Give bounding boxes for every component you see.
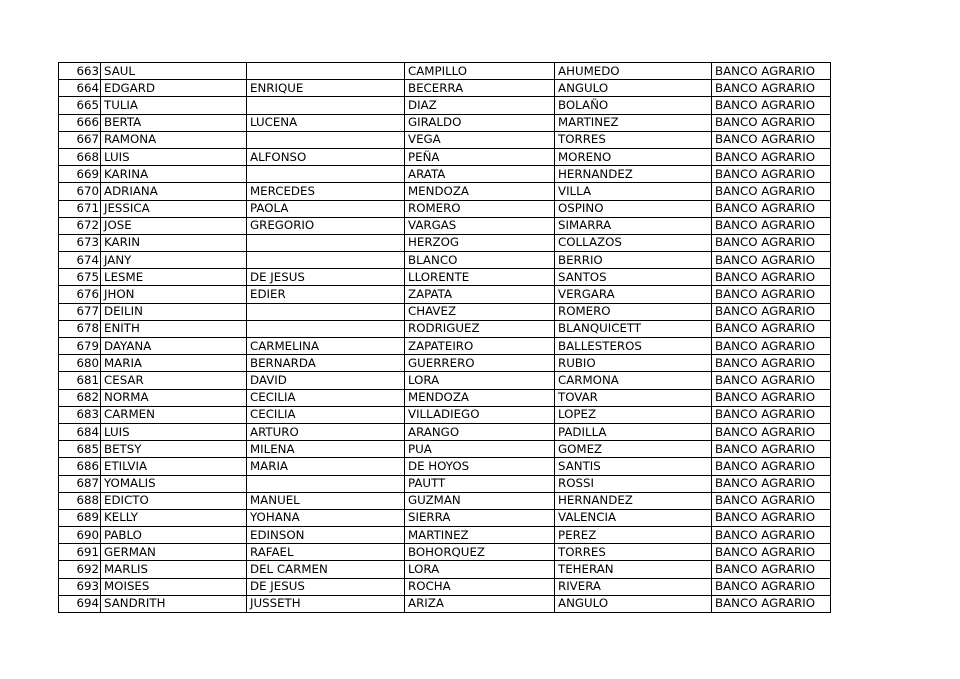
second-name-cell: BERNARDA bbox=[247, 355, 405, 372]
second-name-cell bbox=[247, 97, 405, 114]
second-name-cell: ALFONSO bbox=[247, 148, 405, 165]
first-surname-cell: LORA bbox=[405, 372, 555, 389]
bank-cell: BANCO AGRARIO bbox=[712, 578, 831, 595]
second-name-cell bbox=[247, 234, 405, 251]
table-row bbox=[59, 234, 831, 251]
table-row bbox=[59, 269, 831, 286]
second-surname-cell: VILLA bbox=[555, 183, 712, 200]
row-number-cell: 690 bbox=[59, 527, 101, 544]
row-number-cell: 683 bbox=[59, 406, 101, 423]
bank-cell: BANCO AGRARIO bbox=[712, 492, 831, 509]
first-surname-cell: BOHORQUEZ bbox=[405, 544, 555, 561]
bank-cell: BANCO AGRARIO bbox=[712, 148, 831, 165]
row-number-cell: 685 bbox=[59, 441, 101, 458]
bank-cell: BANCO AGRARIO bbox=[712, 114, 831, 131]
first-surname-cell: ROCHA bbox=[405, 578, 555, 595]
row-number-cell: 688 bbox=[59, 492, 101, 509]
bank-cell: BANCO AGRARIO bbox=[712, 131, 831, 148]
second-name-cell: ENRIQUE bbox=[247, 80, 405, 97]
row-number-cell: 666 bbox=[59, 114, 101, 131]
first-name-cell: JHON bbox=[101, 286, 247, 303]
first-surname-cell: BECERRA bbox=[405, 80, 555, 97]
second-surname-cell: ANGULO bbox=[555, 595, 712, 612]
bank-cell: BANCO AGRARIO bbox=[712, 355, 831, 372]
table-row bbox=[59, 389, 831, 406]
second-name-cell: MANUEL bbox=[247, 492, 405, 509]
first-name-cell: YOMALIS bbox=[101, 475, 247, 492]
second-surname-cell: MORENO bbox=[555, 148, 712, 165]
row-number-cell: 692 bbox=[59, 561, 101, 578]
first-surname-cell: PEÑA bbox=[405, 148, 555, 165]
second-name-cell bbox=[247, 166, 405, 183]
table-row bbox=[59, 217, 831, 234]
bank-cell: BANCO AGRARIO bbox=[712, 389, 831, 406]
bank-cell: BANCO AGRARIO bbox=[712, 252, 831, 269]
first-name-cell: KELLY bbox=[101, 509, 247, 526]
table-row bbox=[59, 441, 831, 458]
second-name-cell: CARMELINA bbox=[247, 338, 405, 355]
row-number-cell: 678 bbox=[59, 320, 101, 337]
bank-cell: BANCO AGRARIO bbox=[712, 458, 831, 475]
bank-cell: BANCO AGRARIO bbox=[712, 166, 831, 183]
first-name-cell: BERTA bbox=[101, 114, 247, 131]
row-number-cell: 694 bbox=[59, 595, 101, 612]
second-name-cell: EDINSON bbox=[247, 527, 405, 544]
beneficiaries-table bbox=[58, 62, 831, 613]
second-surname-cell: TEHERAN bbox=[555, 561, 712, 578]
first-name-cell: EDICTO bbox=[101, 492, 247, 509]
first-name-cell: DAYANA bbox=[101, 338, 247, 355]
first-name-cell: ETILVIA bbox=[101, 458, 247, 475]
row-number-cell: 680 bbox=[59, 355, 101, 372]
first-name-cell: BETSY bbox=[101, 441, 247, 458]
second-surname-cell: TORRES bbox=[555, 131, 712, 148]
bank-cell: BANCO AGRARIO bbox=[712, 80, 831, 97]
bank-cell: BANCO AGRARIO bbox=[712, 441, 831, 458]
first-surname-cell: ARANGO bbox=[405, 423, 555, 440]
second-name-cell: GREGORIO bbox=[247, 217, 405, 234]
first-name-cell: TULIA bbox=[101, 97, 247, 114]
row-number-cell: 665 bbox=[59, 97, 101, 114]
second-surname-cell: MARTINEZ bbox=[555, 114, 712, 131]
second-name-cell bbox=[247, 320, 405, 337]
second-name-cell: DEL CARMEN bbox=[247, 561, 405, 578]
first-surname-cell: PUA bbox=[405, 441, 555, 458]
second-surname-cell: COLLAZOS bbox=[555, 234, 712, 251]
second-name-cell: DE JESUS bbox=[247, 578, 405, 595]
second-name-cell: YOHANA bbox=[247, 509, 405, 526]
bank-cell: BANCO AGRARIO bbox=[712, 303, 831, 320]
table-row bbox=[59, 131, 831, 148]
second-name-cell: PAOLA bbox=[247, 200, 405, 217]
row-number-cell: 689 bbox=[59, 509, 101, 526]
second-surname-cell: VALENCIA bbox=[555, 509, 712, 526]
first-name-cell: MOISES bbox=[101, 578, 247, 595]
second-surname-cell: AHUMEDO bbox=[555, 63, 712, 80]
first-name-cell: NORMA bbox=[101, 389, 247, 406]
row-number-cell: 675 bbox=[59, 269, 101, 286]
first-name-cell: LUIS bbox=[101, 148, 247, 165]
table-row bbox=[59, 320, 831, 337]
second-name-cell: EDIER bbox=[247, 286, 405, 303]
first-surname-cell: GUZMAN bbox=[405, 492, 555, 509]
table-row bbox=[59, 114, 831, 131]
first-surname-cell: VILLADIEGO bbox=[405, 406, 555, 423]
second-name-cell: MARIA bbox=[247, 458, 405, 475]
table-row bbox=[59, 509, 831, 526]
first-surname-cell: GIRALDO bbox=[405, 114, 555, 131]
bank-cell: BANCO AGRARIO bbox=[712, 527, 831, 544]
table-row bbox=[59, 595, 831, 612]
first-name-cell: LESME bbox=[101, 269, 247, 286]
bank-cell: BANCO AGRARIO bbox=[712, 544, 831, 561]
first-name-cell: JOSE bbox=[101, 217, 247, 234]
row-number-cell: 679 bbox=[59, 338, 101, 355]
second-name-cell: MERCEDES bbox=[247, 183, 405, 200]
bank-cell: BANCO AGRARIO bbox=[712, 595, 831, 612]
table-row bbox=[59, 475, 831, 492]
second-surname-cell: BLANQUICETT bbox=[555, 320, 712, 337]
first-surname-cell: ARIZA bbox=[405, 595, 555, 612]
second-surname-cell: CARMONA bbox=[555, 372, 712, 389]
table-row bbox=[59, 200, 831, 217]
second-surname-cell: HERNANDEZ bbox=[555, 166, 712, 183]
row-number-cell: 672 bbox=[59, 217, 101, 234]
bank-cell: BANCO AGRARIO bbox=[712, 286, 831, 303]
table-row bbox=[59, 372, 831, 389]
bank-cell: BANCO AGRARIO bbox=[712, 217, 831, 234]
row-number-cell: 673 bbox=[59, 234, 101, 251]
bank-cell: BANCO AGRARIO bbox=[712, 475, 831, 492]
first-surname-cell: DE HOYOS bbox=[405, 458, 555, 475]
first-name-cell: SANDRITH bbox=[101, 595, 247, 612]
first-surname-cell: VARGAS bbox=[405, 217, 555, 234]
table-row bbox=[59, 148, 831, 165]
first-surname-cell: DIAZ bbox=[405, 97, 555, 114]
table-row bbox=[59, 303, 831, 320]
bank-cell: BANCO AGRARIO bbox=[712, 509, 831, 526]
row-number-cell: 668 bbox=[59, 148, 101, 165]
row-number-cell: 681 bbox=[59, 372, 101, 389]
first-name-cell: CESAR bbox=[101, 372, 247, 389]
first-surname-cell: MARTINEZ bbox=[405, 527, 555, 544]
second-surname-cell: HERNANDEZ bbox=[555, 492, 712, 509]
first-surname-cell: PAUTT bbox=[405, 475, 555, 492]
first-name-cell: MARLIS bbox=[101, 561, 247, 578]
bank-cell: BANCO AGRARIO bbox=[712, 63, 831, 80]
table-row bbox=[59, 561, 831, 578]
first-name-cell: JESSICA bbox=[101, 200, 247, 217]
first-surname-cell: ZAPATA bbox=[405, 286, 555, 303]
second-surname-cell: TORRES bbox=[555, 544, 712, 561]
second-name-cell bbox=[247, 303, 405, 320]
row-number-cell: 682 bbox=[59, 389, 101, 406]
first-name-cell: JANY bbox=[101, 252, 247, 269]
first-surname-cell: RODRIGUEZ bbox=[405, 320, 555, 337]
second-surname-cell: ROSSI bbox=[555, 475, 712, 492]
row-number-cell: 667 bbox=[59, 131, 101, 148]
second-name-cell: DE JESUS bbox=[247, 269, 405, 286]
second-surname-cell: OSPINO bbox=[555, 200, 712, 217]
second-name-cell bbox=[247, 131, 405, 148]
bank-cell: BANCO AGRARIO bbox=[712, 423, 831, 440]
first-surname-cell: ROMERO bbox=[405, 200, 555, 217]
table-row bbox=[59, 492, 831, 509]
bank-cell: BANCO AGRARIO bbox=[712, 320, 831, 337]
second-name-cell: DAVID bbox=[247, 372, 405, 389]
row-number-cell: 674 bbox=[59, 252, 101, 269]
first-surname-cell: LLORENTE bbox=[405, 269, 555, 286]
table-row bbox=[59, 166, 831, 183]
first-surname-cell: ZAPATEIRO bbox=[405, 338, 555, 355]
second-surname-cell: TOVAR bbox=[555, 389, 712, 406]
table-row bbox=[59, 578, 831, 595]
first-name-cell: KARIN bbox=[101, 234, 247, 251]
second-name-cell: JUSSETH bbox=[247, 595, 405, 612]
bank-cell: BANCO AGRARIO bbox=[712, 97, 831, 114]
row-number-cell: 670 bbox=[59, 183, 101, 200]
table-row bbox=[59, 423, 831, 440]
table-row bbox=[59, 458, 831, 475]
first-surname-cell: MENDOZA bbox=[405, 183, 555, 200]
first-name-cell: ENITH bbox=[101, 320, 247, 337]
second-surname-cell: BOLAÑO bbox=[555, 97, 712, 114]
first-name-cell: KARINA bbox=[101, 166, 247, 183]
bank-cell: BANCO AGRARIO bbox=[712, 372, 831, 389]
first-surname-cell: SIERRA bbox=[405, 509, 555, 526]
first-surname-cell: CHAVEZ bbox=[405, 303, 555, 320]
second-surname-cell: ANGULO bbox=[555, 80, 712, 97]
table-row bbox=[59, 63, 831, 80]
row-number-cell: 676 bbox=[59, 286, 101, 303]
second-surname-cell: SANTIS bbox=[555, 458, 712, 475]
second-name-cell: MILENA bbox=[247, 441, 405, 458]
table-row bbox=[59, 527, 831, 544]
second-surname-cell: BERRIO bbox=[555, 252, 712, 269]
second-name-cell bbox=[247, 475, 405, 492]
table-row bbox=[59, 286, 831, 303]
first-surname-cell: CAMPILLO bbox=[405, 63, 555, 80]
first-name-cell: PABLO bbox=[101, 527, 247, 544]
bank-cell: BANCO AGRARIO bbox=[712, 234, 831, 251]
first-surname-cell: VEGA bbox=[405, 131, 555, 148]
row-number-cell: 664 bbox=[59, 80, 101, 97]
row-number-cell: 686 bbox=[59, 458, 101, 475]
first-name-cell: SAUL bbox=[101, 63, 247, 80]
row-number-cell: 693 bbox=[59, 578, 101, 595]
table-row bbox=[59, 80, 831, 97]
row-number-cell: 684 bbox=[59, 423, 101, 440]
second-surname-cell: VERGARA bbox=[555, 286, 712, 303]
first-name-cell: EDGARD bbox=[101, 80, 247, 97]
bank-cell: BANCO AGRARIO bbox=[712, 269, 831, 286]
first-surname-cell: HERZOG bbox=[405, 234, 555, 251]
table-row bbox=[59, 406, 831, 423]
second-surname-cell: RIVERA bbox=[555, 578, 712, 595]
table-row bbox=[59, 338, 831, 355]
table-body bbox=[59, 63, 831, 613]
second-surname-cell: GOMEZ bbox=[555, 441, 712, 458]
second-name-cell: LUCENA bbox=[247, 114, 405, 131]
first-name-cell: MARIA bbox=[101, 355, 247, 372]
first-name-cell: ADRIANA bbox=[101, 183, 247, 200]
table-row bbox=[59, 355, 831, 372]
bank-cell: BANCO AGRARIO bbox=[712, 561, 831, 578]
table-row bbox=[59, 97, 831, 114]
second-surname-cell: SANTOS bbox=[555, 269, 712, 286]
table-row bbox=[59, 183, 831, 200]
second-name-cell: RAFAEL bbox=[247, 544, 405, 561]
first-name-cell: GERMAN bbox=[101, 544, 247, 561]
second-surname-cell: PADILLA bbox=[555, 423, 712, 440]
first-name-cell: CARMEN bbox=[101, 406, 247, 423]
row-number-cell: 663 bbox=[59, 63, 101, 80]
second-name-cell: CECILIA bbox=[247, 406, 405, 423]
bank-cell: BANCO AGRARIO bbox=[712, 183, 831, 200]
bank-cell: BANCO AGRARIO bbox=[712, 406, 831, 423]
first-surname-cell: BLANCO bbox=[405, 252, 555, 269]
second-surname-cell: RUBIO bbox=[555, 355, 712, 372]
table-row bbox=[59, 252, 831, 269]
row-number-cell: 677 bbox=[59, 303, 101, 320]
second-surname-cell: SIMARRA bbox=[555, 217, 712, 234]
table-row bbox=[59, 544, 831, 561]
first-name-cell: DEILIN bbox=[101, 303, 247, 320]
second-surname-cell: BALLESTEROS bbox=[555, 338, 712, 355]
first-surname-cell: ARATA bbox=[405, 166, 555, 183]
bank-cell: BANCO AGRARIO bbox=[712, 200, 831, 217]
second-surname-cell: PEREZ bbox=[555, 527, 712, 544]
first-name-cell: RAMONA bbox=[101, 131, 247, 148]
row-number-cell: 671 bbox=[59, 200, 101, 217]
second-name-cell: ARTURO bbox=[247, 423, 405, 440]
row-number-cell: 691 bbox=[59, 544, 101, 561]
second-name-cell bbox=[247, 252, 405, 269]
first-surname-cell: MENDOZA bbox=[405, 389, 555, 406]
second-name-cell: CECILIA bbox=[247, 389, 405, 406]
second-surname-cell: ROMERO bbox=[555, 303, 712, 320]
bank-cell: BANCO AGRARIO bbox=[712, 338, 831, 355]
second-name-cell bbox=[247, 63, 405, 80]
second-surname-cell: LOPEZ bbox=[555, 406, 712, 423]
first-name-cell: LUIS bbox=[101, 423, 247, 440]
row-number-cell: 687 bbox=[59, 475, 101, 492]
first-surname-cell: GUERRERO bbox=[405, 355, 555, 372]
row-number-cell: 669 bbox=[59, 166, 101, 183]
first-surname-cell: LORA bbox=[405, 561, 555, 578]
